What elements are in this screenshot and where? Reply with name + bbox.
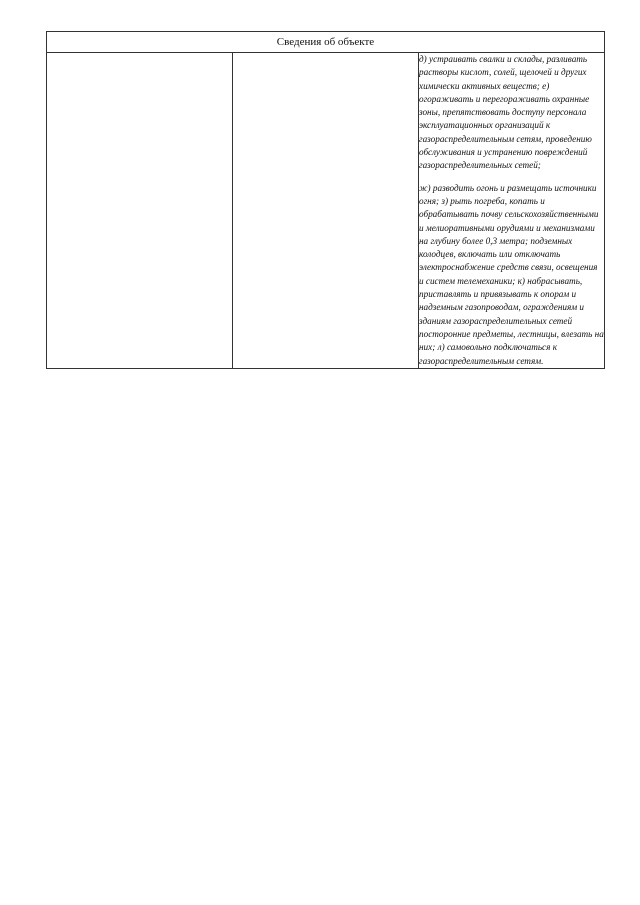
restrictions-paragraph-1: д) устраивать свалки и склады, разливать растворы кислот, солей, щелочей и других химически активных веществ; е) огораживать и перегораживать охранные зоны, препятствовать доступу персонала эксплуатационных организаций к газораспределительным сетям, проведению обслуживания и устранению повреждений газораспределительных сетей;: [419, 54, 592, 171]
object-info-table: [46, 31, 605, 369]
row-value-cell: [419, 53, 605, 369]
table-header-title: Сведения об объекте: [47, 32, 605, 53]
table-row: [47, 53, 605, 369]
row-name-cell: [233, 53, 419, 369]
row-number-cell: [47, 53, 233, 369]
table-header-row: [47, 32, 605, 53]
restrictions-paragraph-2: ж) разводить огонь и размещать источники огня; з) рыть погреба, копать и обрабатывать почву сельскохозяйственными и мелиоративными орудиями и механизмами на глубину более 0,3 метра; подземных колодцев, включать или отключать электроснабжение средств связи, освещения и систем телемеханики; к) набрасывать, приставлять и привязывать к опорам и надземным газопроводам, ограждениям и зданиям газораспределительных сетей посторонние предметы, лестницы, влезать на них; л) самовольно подключаться к газораспределительным сетям.: [419, 182, 604, 366]
